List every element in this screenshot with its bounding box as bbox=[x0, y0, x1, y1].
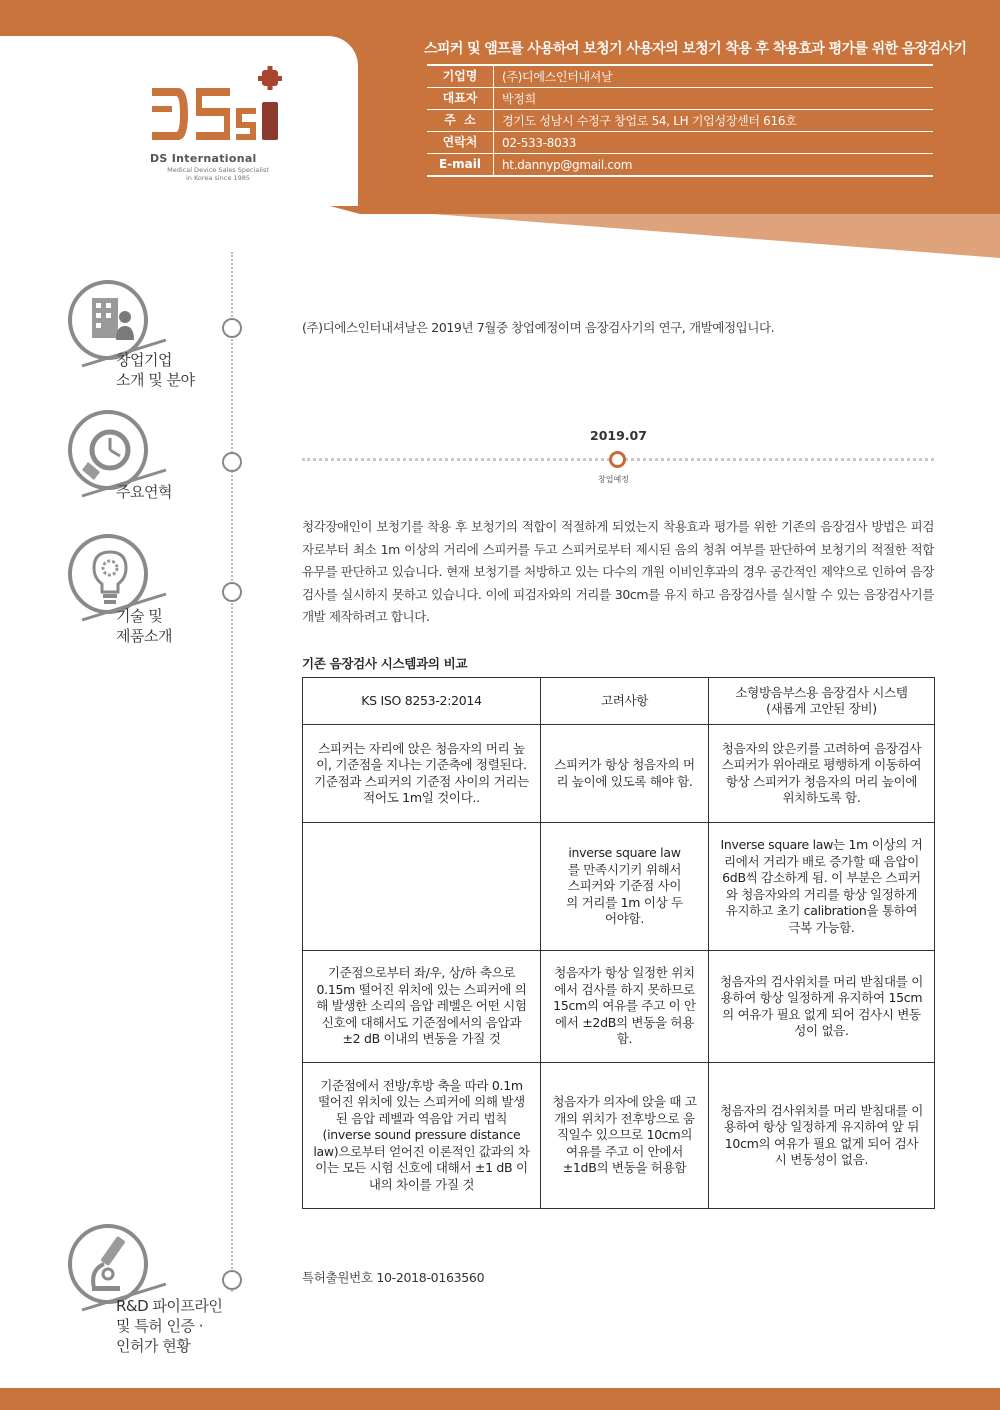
company-intro-text: (주)디에스인터내셔날은 2019년 7월중 창업예정이며 음장검사기의 연구, 개발예정입니다. bbox=[302, 320, 775, 335]
ds-logo-mark bbox=[148, 62, 288, 144]
logo-mark-text: DSi bbox=[148, 62, 150, 63]
column-header: 소형방음부스용 음장검사 시스템 (새롭게 고안된 장비) bbox=[709, 678, 935, 725]
info-key: 기업명 bbox=[427, 66, 494, 87]
info-key: 연락처 bbox=[427, 132, 494, 153]
info-value: (주)디에스인터내셔날 bbox=[502, 70, 613, 84]
logo-tagline-2: in Korea since 1985 bbox=[186, 174, 250, 182]
footer-bar bbox=[0, 1388, 1000, 1410]
nav-label-line: R&D 파이프라인 bbox=[116, 1297, 223, 1315]
table-header-row bbox=[303, 678, 935, 725]
table-row bbox=[303, 823, 935, 951]
section-timeline-line bbox=[231, 252, 233, 1292]
timeline-marker bbox=[609, 451, 626, 468]
nav-item-company[interactable] bbox=[116, 350, 195, 390]
table-row bbox=[303, 1063, 935, 1209]
info-value: 02-533-8033 bbox=[502, 135, 577, 150]
table-cell bbox=[303, 823, 541, 951]
table-cell: 기준점에서 전방/후방 축을 따라 0.1m 떨어진 위치에 있는 스피커에 의해 발생된 음압 레벨과 역음압 거리 법칙(inverse sound pressure distance law)으로부터 얻어진 이론적인 값과의 차이는 모든 시험 신호에 대해서 ±1 dB 이내의 차이를 가질 것 bbox=[303, 1063, 541, 1209]
logo-name: DS International bbox=[150, 152, 257, 165]
nav-label-line: 및 특허 인증 · bbox=[116, 1317, 204, 1335]
nav-item-tech[interactable] bbox=[116, 606, 172, 646]
patent-number: 특허출원번호 10-2018-0163560 bbox=[302, 1270, 485, 1285]
timeline-date: 2019.07 bbox=[590, 428, 647, 443]
nav-label-line: 주요연혁 bbox=[116, 483, 172, 501]
table-cell: 스피커가 항상 청음자의 머리 높이에 있도록 해야 함. bbox=[541, 725, 709, 823]
table-cell: 스피커는 자리에 앉은 청음자의 머리 높이, 기준점을 지나는 기준축에 정렬된다. 기준점과 스피커의 기준점 사이의 거리는 적어도 1m일 것이다.. bbox=[303, 725, 541, 823]
nav-dot-tech[interactable] bbox=[222, 582, 242, 602]
timeline-event-label: 창업예정 bbox=[598, 475, 629, 484]
nav-label-line: 제품소개 bbox=[116, 627, 172, 645]
nav-item-rnd[interactable] bbox=[116, 1296, 222, 1356]
nav-label-line: 인허가 현황 bbox=[116, 1337, 191, 1355]
company-info-table bbox=[427, 64, 933, 177]
table-row bbox=[303, 951, 935, 1063]
info-row-email bbox=[427, 154, 933, 177]
table-cell: 기준점으로부터 좌/우, 상/하 축으로 0.15m 떨어진 위치에 있는 스피커에 의해 발생한 소리의 음압 레벨은 어떤 시험 신호에 대해서도 기준점에서의 음압과 ±2 dB 이내의 변동을 가질 것 bbox=[303, 951, 541, 1063]
info-key: 주 소 bbox=[427, 110, 494, 131]
table-cell: 청음자가 항상 일정한 위치에서 검사를 하지 못하므로 15cm의 여유를 주고 이 안에서 ±2dB의 변동을 허용함. bbox=[541, 951, 709, 1063]
info-row-phone bbox=[427, 132, 933, 154]
page-title: 스피커 및 앰프를 사용하여 보청기 사용자의 보청기 착용 후 착용효과 평가를 위한 음장검사기 bbox=[424, 41, 967, 57]
column-header: KS ISO 8253-2:2014 bbox=[303, 678, 541, 725]
logo-tagline-1: Medical Device Sales Specialist bbox=[167, 166, 269, 174]
comparison-table bbox=[302, 677, 935, 1209]
table-cell: 청음자의 검사위치를 머리 받침대를 이용하여 항상 일정하게 유지하여 15cm의 여유가 필요 없게 되어 검사시 변동성이 없음. bbox=[709, 951, 935, 1063]
info-row-address bbox=[427, 110, 933, 132]
nav-dot-rnd[interactable] bbox=[222, 1270, 242, 1290]
info-row-company bbox=[427, 66, 933, 88]
nav-item-history[interactable] bbox=[116, 482, 172, 502]
nav-label-line: 기술 및 bbox=[116, 607, 163, 625]
column-header: 고려사항 bbox=[541, 678, 709, 725]
table-cell: 청음자가 의자에 앉을 때 고개의 위치가 전후방으로 움직일수 있으므로 10cm의 여유를 주고 이 안에서 ±1dB의 변동을 허용함 bbox=[541, 1063, 709, 1209]
table-cell: 청음자의 앉은키를 고려하여 음장검사 스피커가 위아래로 평행하게 이동하여 항상 스피커가 청음자의 머리 높이에 위치하도록 함. bbox=[709, 725, 935, 823]
nav-dot-history[interactable] bbox=[222, 452, 242, 472]
table-row bbox=[303, 725, 935, 823]
info-value: 박정희 bbox=[502, 92, 536, 106]
table-cell: 청음자의 검사위치를 머리 받침대를 이용하여 항상 일정하게 유지하여 앞 뒤 10cm의 여유가 필요 없게 되어 검사시 변동성이 없음. bbox=[709, 1063, 935, 1209]
info-row-ceo bbox=[427, 88, 933, 110]
info-value: 경기도 성남시 수정구 창업로 54, LH 기업성장센터 616호 bbox=[502, 114, 797, 128]
nav-label-line: 소개 및 분야 bbox=[116, 371, 195, 389]
product-description: 청각장애인이 보청기를 착용 후 보청기의 적합이 적절하게 되었는지 착용효과 평가를 위한 기존의 음장검사 방법은 피검자로부터 최소 1m 이상의 거리에 스피커를 두고 스피커로부터 제시된 음의 청취 여부를 판단하여 보청기의 적절한 적합 유무를 판단하고 있습니다. 현재 보청기를 처방하고 있는 다수의 개원 이비인후과의 경우 공간적인 제약으로 인하여 음장검사를 실시하지 못하고 있습니다. 이에 피검자와의 거리를 30cm를 유지 하고 음장검사를 실시할 수 있는 음장검사기를 개발 제작하려고 합니다. bbox=[302, 519, 934, 624]
table-cell: inverse square law를 만족시기키 위해서 스피커와 기준점 사이의 거리를 1m 이상 두어야함. bbox=[541, 823, 709, 951]
info-key: 대표자 bbox=[427, 88, 494, 109]
table-cell: Inverse square law는 1m 이상의 거리에서 거리가 배로 증가할 때 음압이 6dB씩 감소하게 됨. 이 부분은 스피커와 청음자와의 거리를 항상 일정하게 유지하고 초기 calibration을 통하여 극복 가능함. bbox=[709, 823, 935, 951]
info-value[interactable]: ht.dannyp@gmail.com bbox=[502, 157, 633, 172]
nav-dot-company[interactable] bbox=[222, 318, 242, 338]
comparison-title: 기존 음장검사 시스템과의 비교 bbox=[302, 656, 468, 671]
nav-label-line: 창업기업 bbox=[116, 351, 172, 369]
info-key: E-mail bbox=[427, 154, 494, 175]
